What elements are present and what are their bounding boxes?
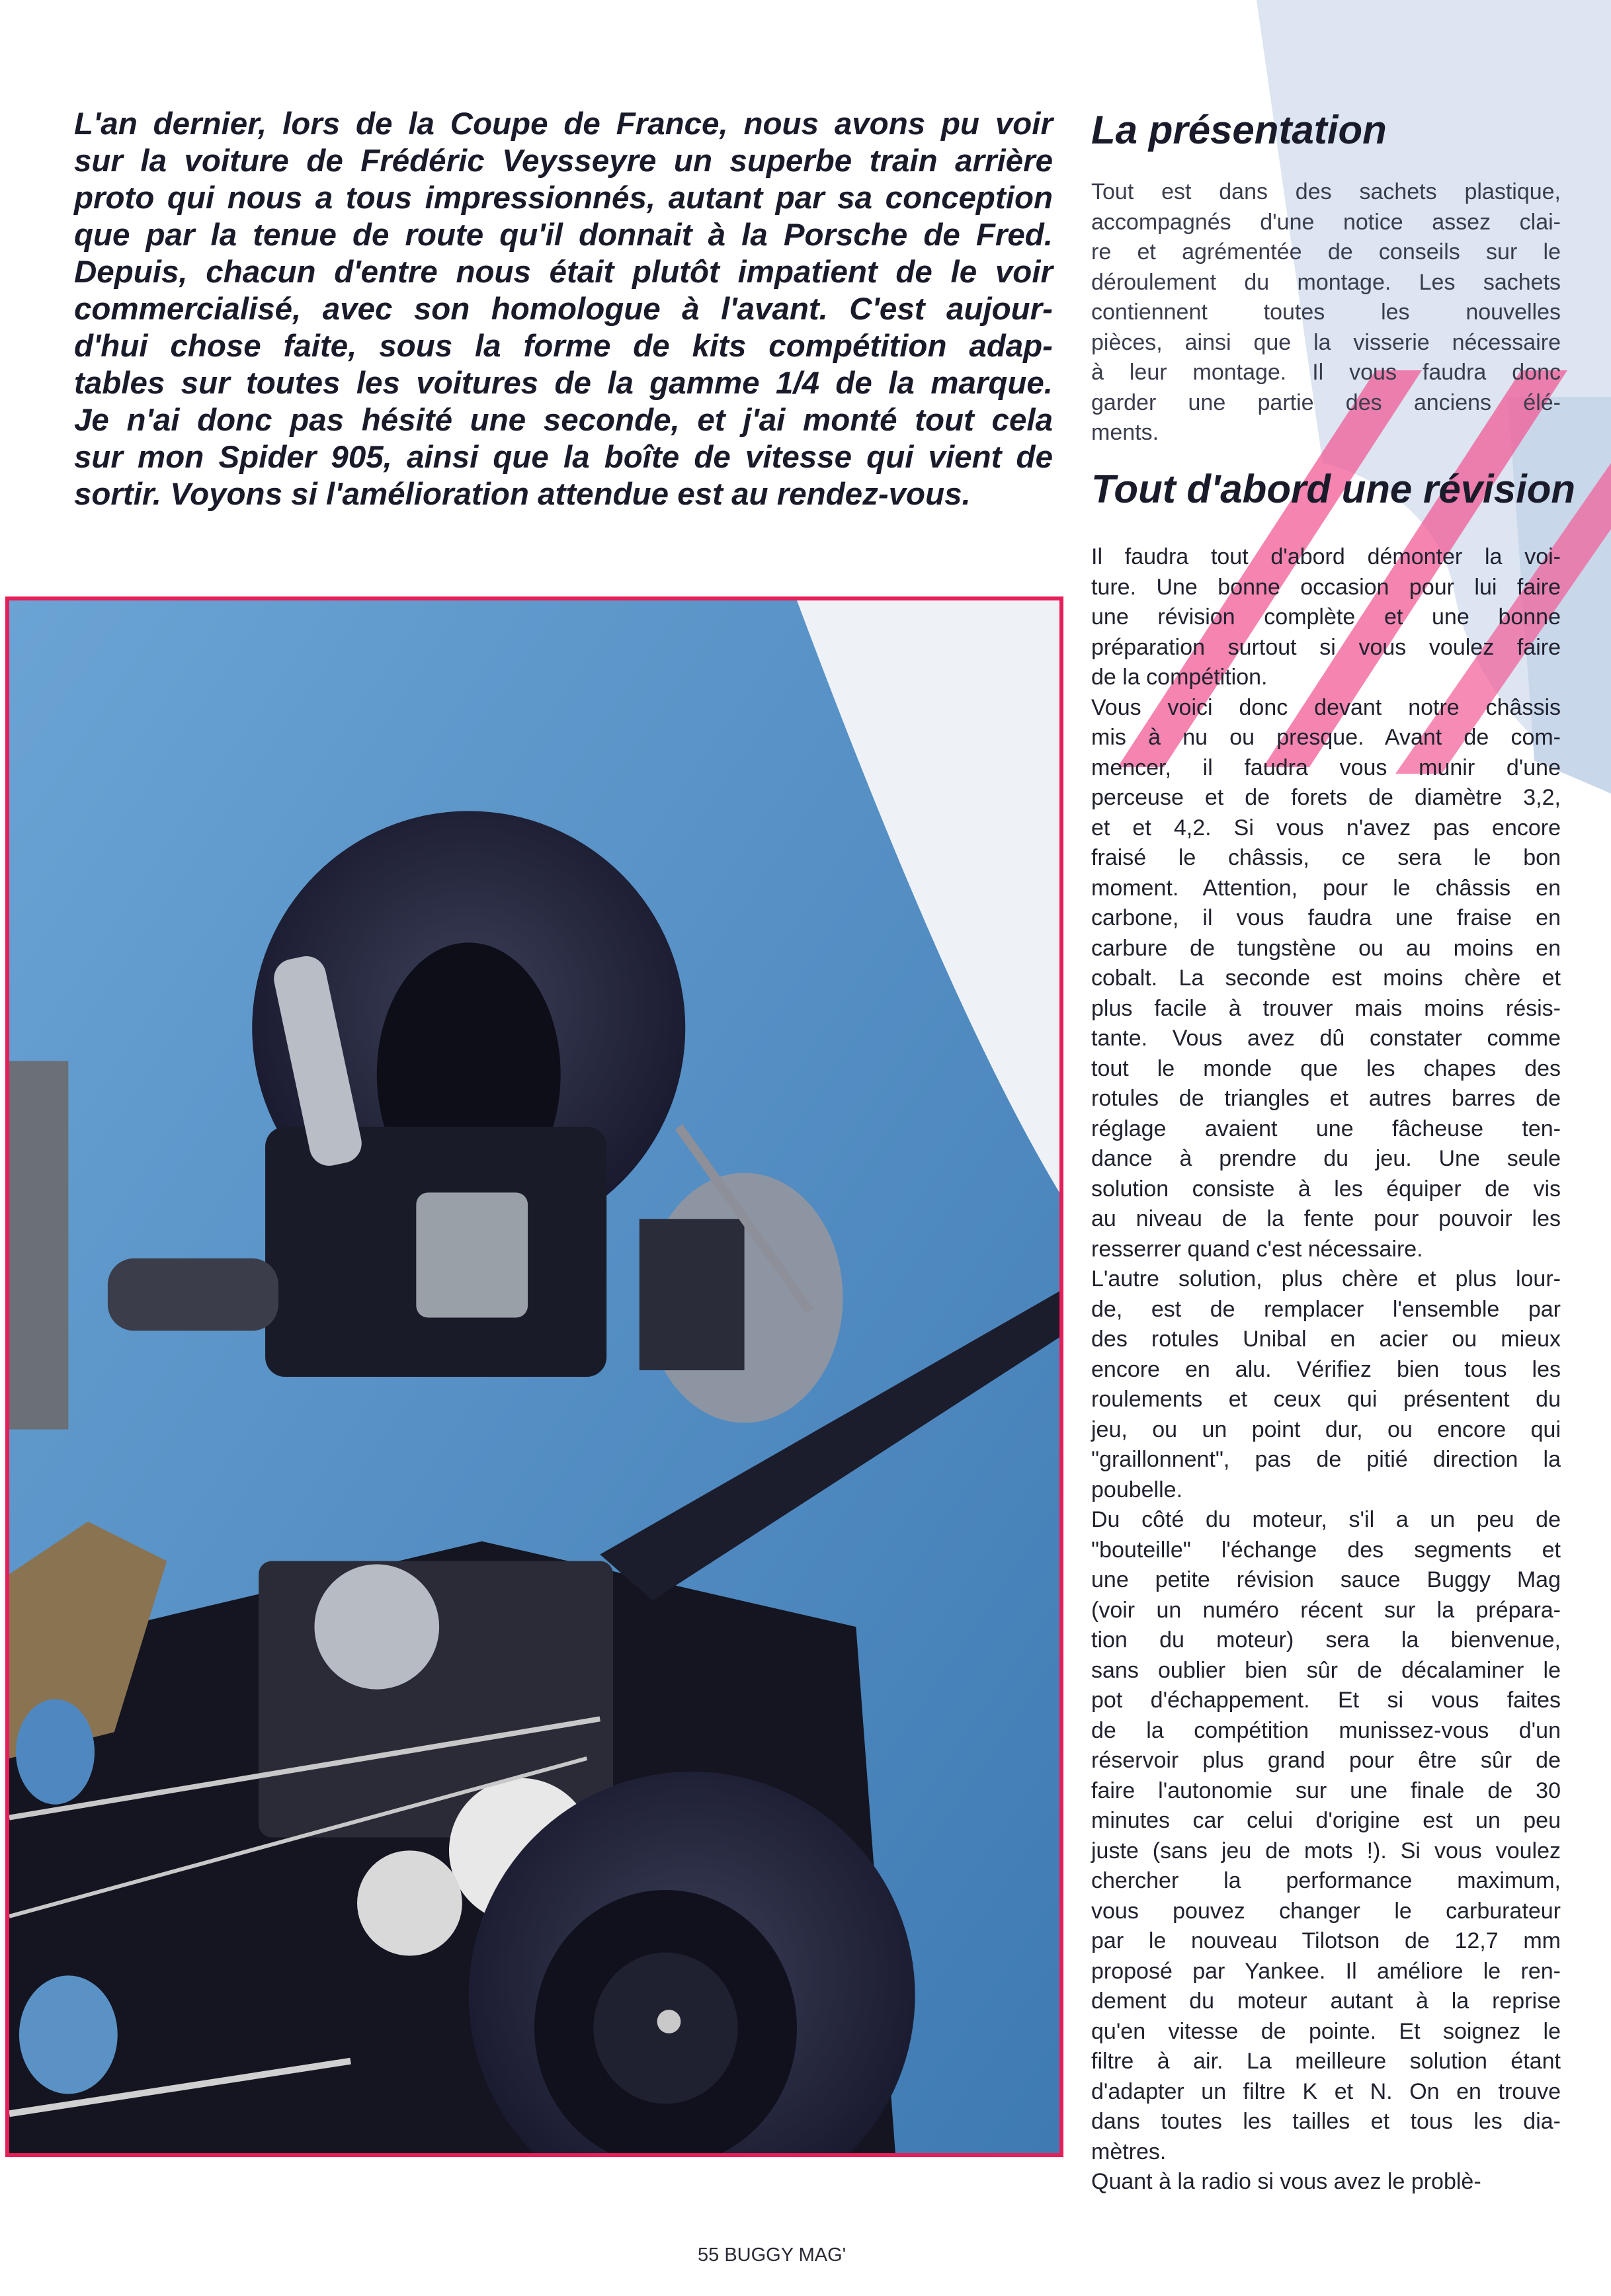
text-line: une petite révision sauce Buggy Mag: [1091, 1567, 1561, 1592]
text-line: poubelle.: [1091, 1477, 1183, 1502]
intro-line: L'an dernier, lors de la Coupe de France, nous avons pu voir: [74, 106, 1053, 142]
text-line: accompagnés d'une notice assez clai-: [1091, 209, 1561, 235]
text-line: dans toutes les tailles et tous les dia-: [1091, 2109, 1561, 2134]
text-line: garder une partie des anciens élé-: [1091, 390, 1561, 415]
text-line: Du côté du moteur, s'il a un peu de: [1091, 1507, 1561, 1532]
text-line: juste (sans jeu de mots !). Si vous voulez: [1091, 1838, 1561, 1864]
text-line: ture. Une bonne occasion pour lui faire: [1091, 574, 1561, 600]
text-line: proposé par Yankee. Il améliore le ren-: [1091, 1958, 1561, 1984]
text-line: resserrer quand c'est nécessaire.: [1091, 1236, 1423, 1262]
text-line: Quant à la radio si vous avez le problè-: [1091, 2169, 1481, 2194]
section-presentation-text: [1091, 177, 1561, 448]
text-line: et et 4,2. Si vous n'avez pas encore: [1091, 815, 1561, 840]
text-line: pot d'échappement. Et si vous faites: [1091, 1688, 1561, 1713]
text-line: chercher la performance maximum,: [1091, 1868, 1561, 1893]
section-heading-revision: Tout d'abord une révision: [1091, 467, 1576, 511]
text-line: d'adapter un filtre K et N. On en trouve: [1091, 2078, 1561, 2104]
text-line: de la compétition.: [1091, 665, 1268, 690]
text-line: mencer, il faudra vous munir d'une: [1091, 755, 1561, 780]
text-line: rotules de triangles et autres barres de: [1091, 1086, 1561, 1111]
text-line: des rotules Unibal en acier ou mieux: [1091, 1327, 1561, 1352]
text-line: mis à nu ou presque. Avant de com-: [1091, 725, 1561, 750]
text-line: pièces, ainsi que la visserie nécessaire: [1091, 329, 1561, 355]
text-line: "graillonnent", pas de pitié direction la: [1091, 1447, 1561, 1472]
text-line: tout le monde que les chapes des: [1091, 1055, 1561, 1081]
text-line: (voir un numéro récent sur la prépara-: [1091, 1597, 1561, 1623]
car-photo-illustration: [9, 600, 1059, 2153]
intro-line: proto qui nous a tous impressionnés, autant par sa conception: [74, 181, 1053, 216]
text-line: solution consiste à les équiper de vis: [1091, 1176, 1561, 1202]
text-line: re et agrémentée de conseils sur le: [1091, 239, 1561, 265]
text-line: Il faudra tout d'abord démonter la voi-: [1091, 544, 1561, 569]
intro-line: sur la voiture de Frédéric Veysseyre un superbe train arrière: [74, 144, 1053, 179]
text-line: dance à prendre du jeu. Une seule: [1091, 1146, 1561, 1171]
text-line: au niveau de la fente pour pouvoir les: [1091, 1206, 1561, 1231]
text-line: sans oublier bien sûr de décalaminer le: [1091, 1657, 1561, 1683]
text-line: une révision complète et une bonne: [1091, 604, 1561, 630]
text-line: tante. Vous avez dû constater comme: [1091, 1026, 1561, 1051]
intro-line: que par la tenue de route qu'il donnait à la Porsche de Fred.: [74, 218, 1053, 253]
section-heading-presentation: La présentation: [1091, 108, 1387, 152]
text-line: déroulement du montage. Les sachets: [1091, 269, 1561, 295]
text-line: réservoir plus grand pour être sûr de: [1091, 1748, 1561, 1773]
text-line: vous pouvez changer le carburateur: [1091, 1898, 1561, 1924]
text-line: tion du moteur) sera la bienvenue,: [1091, 1627, 1561, 1653]
text-line: par le nouveau Tilotson de 12,7 mm: [1091, 1928, 1561, 1953]
text-line: "bouteille" l'échange des segments et: [1091, 1537, 1561, 1563]
text-line: roulements et ceux qui présentent du: [1091, 1387, 1561, 1412]
text-line: encore en alu. Vérifiez bien tous les: [1091, 1356, 1561, 1382]
intro-line: tables sur toutes les voitures de la gamme 1/4 de la marque.: [74, 366, 1053, 401]
text-line: qu'en vitesse de pointe. Et soignez le: [1091, 2018, 1561, 2044]
text-line: de, est de remplacer l'ensemble par: [1091, 1296, 1561, 1322]
intro-line: d'hui chose faite, sous la forme de kits compétition adap-: [74, 329, 1053, 364]
section-revision-text: [1091, 542, 1561, 2197]
text-line: carbone, il vous faudra une fraise en: [1091, 905, 1561, 930]
text-line: faire l'autonomie sur une finale de 30: [1091, 1778, 1561, 1803]
text-line: contiennent toutes les nouvelles: [1091, 300, 1561, 325]
text-line: L'autre solution, plus chère et plus lour-: [1091, 1266, 1561, 1292]
car-chassis-photo: [5, 596, 1063, 2157]
text-line: jeu, ou un point dur, ou encore qui: [1091, 1416, 1561, 1442]
text-line: Tout est dans des sachets plastique,: [1091, 179, 1561, 204]
text-line: ments.: [1091, 420, 1159, 445]
text-line: minutes car celui d'origine est un peu: [1091, 1808, 1561, 1833]
intro-line: commercialisé, avec son homologue à l'avant. C'est aujour-: [74, 292, 1053, 327]
text-line: de la compétition munissez-vous d'un: [1091, 1717, 1561, 1743]
text-line: dement du moteur autant à la reprise: [1091, 1988, 1561, 2014]
text-line: cobalt. La seconde est moins chère et: [1091, 965, 1561, 991]
text-line: plus facile à trouver mais moins résis-: [1091, 995, 1561, 1021]
text-line: à leur montage. Il vous faudra donc: [1091, 360, 1561, 385]
text-line: Vous voici donc devant notre châssis: [1091, 694, 1561, 720]
text-line: moment. Attention, pour le châssis en: [1091, 875, 1561, 901]
text-line: mètres.: [1091, 2139, 1167, 2164]
text-line: fraisé le châssis, ce sera le bon: [1091, 845, 1561, 870]
text-line: filtre à air. La meilleure solution étant: [1091, 2049, 1561, 2074]
intro-line: Je n'ai donc pas hésité une seconde, et j'ai monté tout cela: [74, 403, 1053, 438]
intro-line: Depuis, chacun d'entre nous était plutôt impatient de le voir: [74, 255, 1053, 290]
page-footer: 55 BUGGY MAG': [698, 2244, 847, 2266]
text-line: réglage avaient une fâcheuse ten-: [1091, 1116, 1561, 1141]
text-line: carbure de tungstène ou au moins en: [1091, 935, 1561, 961]
text-line: préparation surtout si vous voulez faire: [1091, 634, 1561, 660]
intro-paragraph: [74, 106, 1053, 513]
intro-line: sur mon Spider 905, ainsi que la boîte de vitesse qui vient de: [74, 440, 1053, 475]
intro-line: sortir. Voyons si l'amélioration attendue est au rendez-vous.: [74, 477, 971, 512]
text-line: perceuse et de forets de diamètre 3,2,: [1091, 785, 1561, 810]
